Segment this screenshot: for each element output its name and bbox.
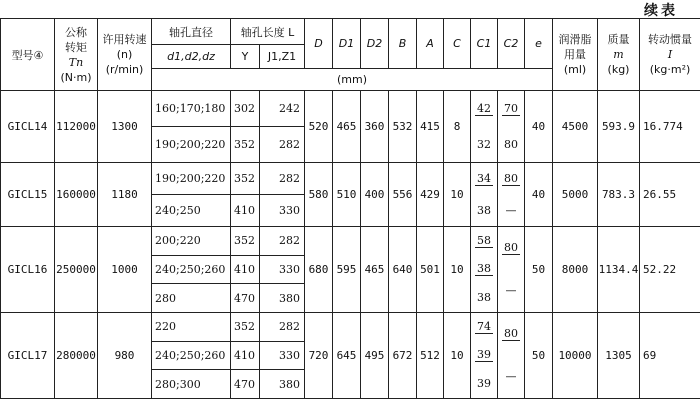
inertia-cell: 16.774 xyxy=(640,91,700,163)
header-D: D xyxy=(305,19,333,69)
dim-e-cell: 40 xyxy=(525,163,553,227)
bore-length-y-cell xyxy=(231,227,260,313)
bore-diameter-cell xyxy=(152,227,231,313)
bore-length-y-cell-value: 302 xyxy=(234,102,255,115)
bore-length-y-cell-value: 352 xyxy=(234,172,255,185)
grease-cell: 10000 xyxy=(553,313,598,399)
dim-B-cell: 672 xyxy=(389,313,417,399)
dim-C2-cell-value: — xyxy=(505,284,517,298)
dim-D1-cell: 465 xyxy=(333,91,361,163)
dim-A-cell: 501 xyxy=(417,227,444,313)
model-cell: GICL17 xyxy=(1,313,55,399)
bore-length-j-cell-value: 282 xyxy=(279,172,300,185)
torque-cell: 160000 xyxy=(55,163,98,227)
header-C1: C1 xyxy=(471,19,498,69)
grease-cell: 4500 xyxy=(553,91,598,163)
header-D1: D1 xyxy=(333,19,361,69)
speed-cell: 1180 xyxy=(98,163,152,227)
dim-C1-cell xyxy=(471,163,498,227)
dim-D-cell: 720 xyxy=(305,313,333,399)
bore-length-y-cell-value: 352 xyxy=(234,320,255,334)
bore-length-j-cell-value: 242 xyxy=(279,102,300,115)
bore-diameter-cell xyxy=(152,91,231,163)
dim-B-cell: 532 xyxy=(389,91,417,163)
header-C2: C2 xyxy=(498,19,525,69)
dim-C1-cell-value: 39 xyxy=(477,377,491,391)
header-mass: 质量 m (kg) xyxy=(598,19,640,91)
dim-C2-cell-value: 80 xyxy=(504,137,518,151)
model-cell: GICL14 xyxy=(1,91,55,163)
dim-C2-cell xyxy=(498,313,525,399)
bore-diameter-cell-value: 200;220 xyxy=(155,234,201,248)
dim-D1-cell: 595 xyxy=(333,227,361,313)
dim-C1-cell xyxy=(471,91,498,163)
bore-length-y-cell xyxy=(231,91,260,163)
mass-cell: 1134.4 xyxy=(598,227,640,313)
dim-C1-cell-value: 38 xyxy=(477,291,491,305)
bore-diameter-cell xyxy=(152,313,231,399)
dim-D-cell: 580 xyxy=(305,163,333,227)
bore-diameter-cell-value: 220 xyxy=(155,320,176,334)
dim-C1-cell-value: 38 xyxy=(477,262,491,276)
coupling-spec-table xyxy=(0,18,700,399)
dim-C-cell: 8 xyxy=(444,91,471,163)
header-grease: 润滑脂 用量 (ml) xyxy=(553,19,598,91)
dim-C2-cell xyxy=(498,227,525,313)
dim-A-cell: 512 xyxy=(417,313,444,399)
header-C: C xyxy=(444,19,471,69)
bore-length-j-cell-value: 282 xyxy=(279,320,300,334)
bore-diameter-cell xyxy=(152,163,231,227)
header-bore-length-j: J1,Z1 xyxy=(260,45,305,69)
model-cell: GICL15 xyxy=(1,163,55,227)
dim-C2-cell-value: 70 xyxy=(504,101,518,115)
inertia-cell: 69 xyxy=(640,313,700,399)
dim-e-cell: 40 xyxy=(525,91,553,163)
bore-diameter-cell-value: 160;170;180 xyxy=(155,102,226,115)
bore-diameter-cell-value: 240;250;260 xyxy=(155,349,226,362)
dim-C2-cell-value: 80 xyxy=(504,241,518,255)
header-bore-diameter: 轴孔直径 xyxy=(152,19,231,45)
dim-C1-cell xyxy=(471,313,498,399)
header-dimension-unit: (mm) xyxy=(152,69,553,91)
grease-cell: 5000 xyxy=(553,163,598,227)
table-row xyxy=(1,313,700,399)
table-row xyxy=(1,163,700,227)
header-D2: D2 xyxy=(361,19,389,69)
bore-length-y-cell xyxy=(231,163,260,227)
bore-length-y-cell-value: 410 xyxy=(234,204,255,217)
bore-length-j-cell-value: 380 xyxy=(279,291,300,305)
torque-cell: 250000 xyxy=(55,227,98,313)
table-row xyxy=(1,227,700,313)
dim-C1-cell-value: 42 xyxy=(477,101,491,115)
dim-D-cell: 520 xyxy=(305,91,333,163)
dim-C2-cell-value: — xyxy=(505,370,517,384)
bore-diameter-cell-value: 280;300 xyxy=(155,377,201,391)
bore-length-j-cell-value: 282 xyxy=(279,138,300,151)
bore-length-j-cell-value: 330 xyxy=(279,263,300,276)
header-A: A xyxy=(417,19,444,69)
bore-length-y-cell-value: 410 xyxy=(234,263,255,276)
dim-B-cell: 640 xyxy=(389,227,417,313)
bore-length-y-cell-value: 352 xyxy=(234,234,255,248)
torque-cell: 280000 xyxy=(55,313,98,399)
mass-cell: 593.9 xyxy=(598,91,640,163)
dim-C1-cell-value: 34 xyxy=(477,171,491,185)
header-B: B xyxy=(389,19,417,69)
header-bore-length: 轴孔长度 L xyxy=(231,19,305,45)
bore-diameter-cell-value: 240;250;260 xyxy=(155,263,226,276)
bore-diameter-cell-value: 190;200;220 xyxy=(155,172,226,185)
header-inertia: 转动惯量 I (kg·m²) xyxy=(640,19,700,91)
speed-cell: 1300 xyxy=(98,91,152,163)
dim-C1-cell-value: 32 xyxy=(477,137,491,151)
bore-length-j-cell-value: 380 xyxy=(279,377,300,391)
dim-B-cell: 556 xyxy=(389,163,417,227)
dim-C2-cell xyxy=(498,163,525,227)
grease-cell: 8000 xyxy=(553,227,598,313)
dim-C-cell: 10 xyxy=(444,163,471,227)
dim-C2-cell xyxy=(498,91,525,163)
bore-length-j-cell xyxy=(260,227,305,313)
bore-length-j-cell xyxy=(260,163,305,227)
dim-D-cell: 680 xyxy=(305,227,333,313)
dim-C1-cell-value: 74 xyxy=(477,320,491,334)
bore-length-y-cell-value: 410 xyxy=(234,349,255,362)
model-cell: GICL16 xyxy=(1,227,55,313)
speed-cell: 980 xyxy=(98,313,152,399)
dim-D2-cell: 360 xyxy=(361,91,389,163)
dim-D2-cell: 465 xyxy=(361,227,389,313)
dim-D1-cell: 510 xyxy=(333,163,361,227)
inertia-cell: 52.22 xyxy=(640,227,700,313)
dim-D1-cell: 645 xyxy=(333,313,361,399)
torque-cell: 112000 xyxy=(55,91,98,163)
dim-D2-cell: 400 xyxy=(361,163,389,227)
dim-C2-cell-value: — xyxy=(505,203,517,217)
dim-A-cell: 429 xyxy=(417,163,444,227)
bore-diameter-cell-value: 240;250 xyxy=(155,204,201,217)
speed-cell: 1000 xyxy=(98,227,152,313)
table-row xyxy=(1,91,700,163)
bore-diameter-cell-value: 280 xyxy=(155,291,176,305)
dim-A-cell: 415 xyxy=(417,91,444,163)
bore-length-j-cell xyxy=(260,91,305,163)
dim-C2-cell-value: 80 xyxy=(504,171,518,185)
bore-length-j-cell-value: 330 xyxy=(279,204,300,217)
dim-C-cell: 10 xyxy=(444,227,471,313)
dim-C1-cell-value: 38 xyxy=(477,203,491,217)
header-torque: 公称 转矩 Tn (N·m) xyxy=(55,19,98,91)
mass-cell: 1305 xyxy=(598,313,640,399)
bore-length-y-cell xyxy=(231,313,260,399)
bore-diameter-cell-value: 190;200;220 xyxy=(155,138,226,151)
bore-length-y-cell-value: 470 xyxy=(234,291,255,305)
dim-e-cell: 50 xyxy=(525,227,553,313)
header-bore-length-y: Y xyxy=(231,45,260,69)
bore-length-y-cell-value: 352 xyxy=(234,138,255,151)
dim-C1-cell-value: 58 xyxy=(477,234,491,248)
header-e: e xyxy=(525,19,553,69)
bore-length-j-cell xyxy=(260,313,305,399)
dim-e-cell: 50 xyxy=(525,313,553,399)
bore-length-y-cell-value: 470 xyxy=(234,377,255,391)
dim-C1-cell xyxy=(471,227,498,313)
header-speed: 许用转速 (n) (r/min) xyxy=(98,19,152,91)
dim-C2-cell-value: 80 xyxy=(504,327,518,341)
bore-length-j-cell-value: 282 xyxy=(279,234,300,248)
dim-C-cell: 10 xyxy=(444,313,471,399)
dim-C1-cell-value: 39 xyxy=(477,348,491,362)
inertia-cell: 26.55 xyxy=(640,163,700,227)
continued-label: 续表 xyxy=(644,3,678,19)
dim-D2-cell: 495 xyxy=(361,313,389,399)
header-bore-diameter-symbols: d1,d2,dz xyxy=(152,45,231,69)
bore-length-j-cell-value: 330 xyxy=(279,349,300,362)
header-model: 型号④ xyxy=(1,19,55,91)
mass-cell: 783.3 xyxy=(598,163,640,227)
